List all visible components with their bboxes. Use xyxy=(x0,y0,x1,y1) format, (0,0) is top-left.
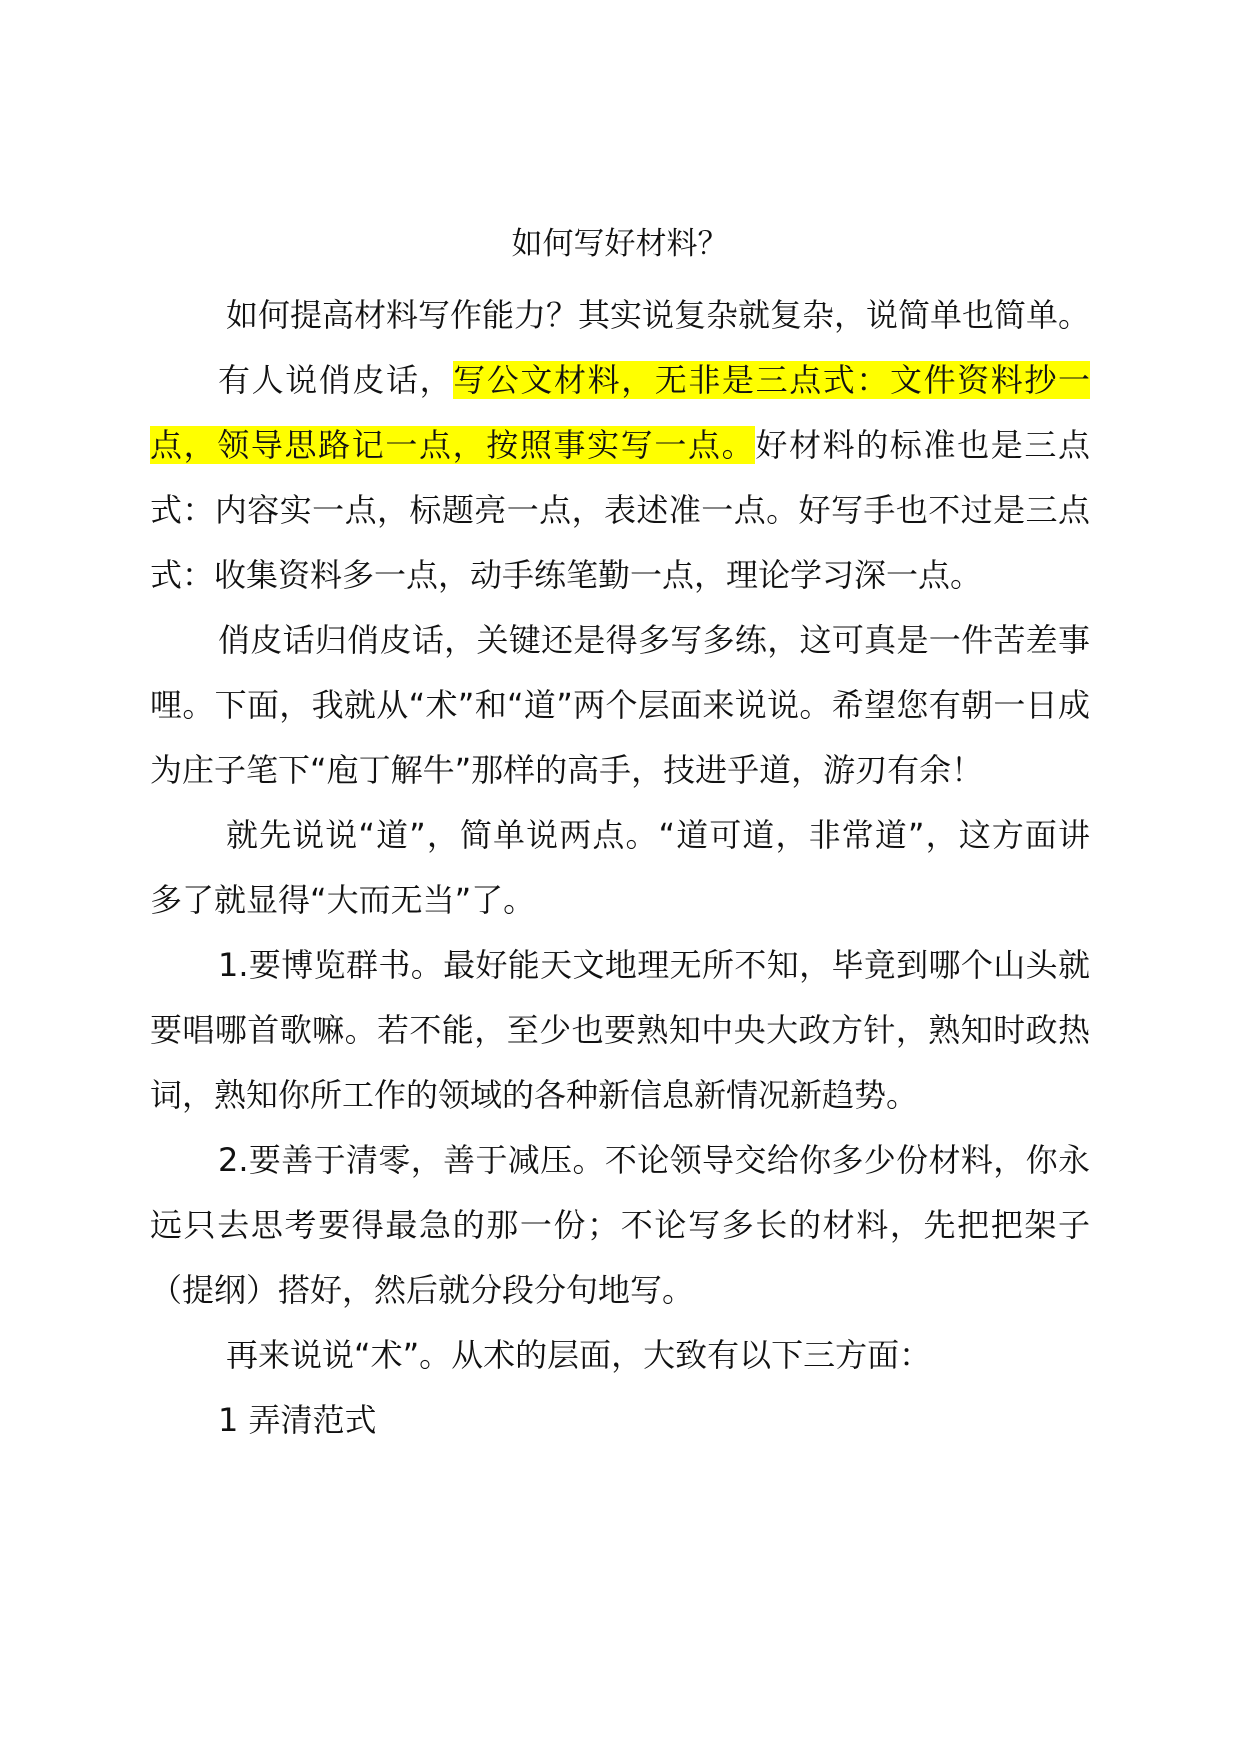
paragraph-dao-intro: 就先说说“道”，简单说两点。“道可道，非常道”，这方面讲多了就显得“大而无当”了。 xyxy=(150,816,1090,919)
paragraph-shu-intro: 再来说说“术”。从术的层面，大致有以下三方面： xyxy=(226,1336,932,1374)
paragraph-sayings xyxy=(150,348,1090,608)
page-title: 如何写好材料？ xyxy=(511,226,729,262)
paragraph-sayings-lead: 有人说俏皮话， xyxy=(218,361,454,399)
paragraph-intro: 如何提高材料写作能力？其实说复杂就复杂，说简单也简单。 xyxy=(226,296,1091,334)
paragraph-practice: 俏皮话归俏皮话，关键还是得多写多练，这可真是一件苦差事哩。下面，我就从“术”和“道”两个层面来说说。希望您有朝一日成为庄子笔下“庖丁解牛”那样的高手，技进乎道，游刃有余！ xyxy=(150,621,1090,789)
paragraph-sayings-rest: 好材料的标准也是三点式：内容实一点，标题亮一点，表述准一点。好写手也不过是三点式：收集资料多一点，动手练笔勤一点，理论学习深一点。 xyxy=(150,426,1090,594)
document-body xyxy=(150,283,1090,1453)
highlighted-text: 写公文材料，无非是三点式：文件资料抄一点，领导思路记一点，按照事实写一点。 xyxy=(150,361,1090,464)
paragraph-heading-1: 1 弄清范式 xyxy=(218,1401,377,1439)
paragraph-point-1: 1.要博览群书。最好能天文地理无所不知，毕竟到哪个山头就要唱哪首歌嘛。若不能，至少也要熟知中央大政方针，熟知时政热词，熟知你所工作的领域的各种新信息新情况新趋势。 xyxy=(150,946,1090,1114)
paragraph-point-2: 2.要善于清零，善于减压。不论领导交给你多少份材料，你永远只去思考要得最急的那一份；不论写多长的材料，先把把架子（提纲）搭好，然后就分段分句地写。 xyxy=(150,1141,1090,1309)
